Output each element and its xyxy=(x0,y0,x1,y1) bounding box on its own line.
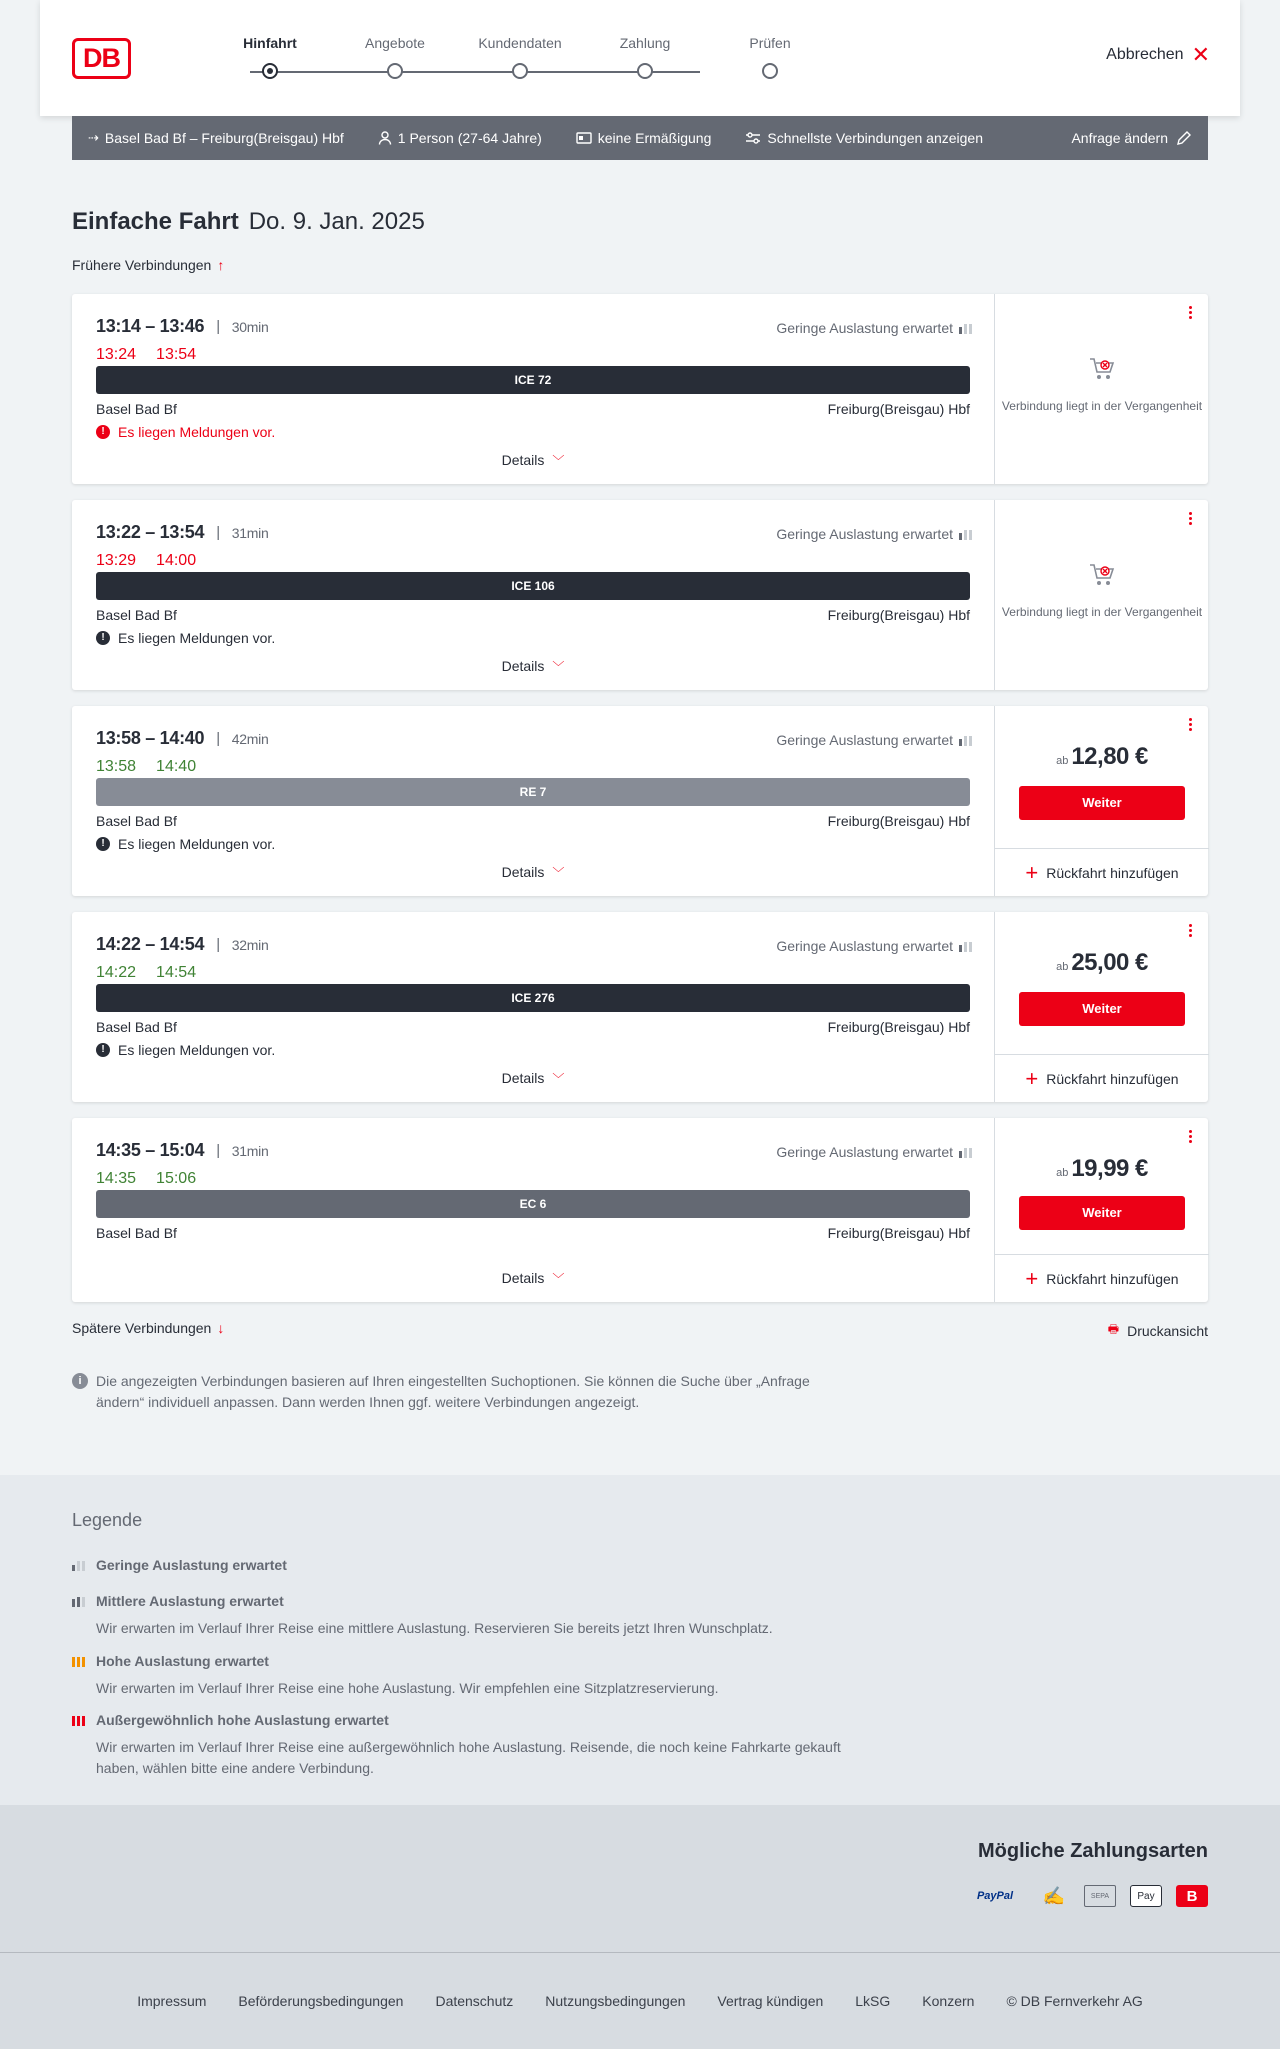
price-prefix: ab xyxy=(1056,755,1069,767)
details-label: Details xyxy=(501,864,545,880)
alert-icon: ! xyxy=(96,1043,110,1057)
occupancy-text: Geringe Auslastung erwartet xyxy=(776,732,953,748)
summary-discount xyxy=(576,130,712,146)
times-text: 13:58 – 14:40 xyxy=(96,728,205,748)
summary-route xyxy=(88,130,344,146)
legend-title: Legende xyxy=(72,1510,143,1530)
continue-button[interactable]: Weiter xyxy=(1019,1196,1185,1230)
arrow-down-icon: ↓ xyxy=(217,1320,225,1336)
continue-button[interactable]: Weiter xyxy=(1019,992,1185,1026)
step-dot-active xyxy=(262,63,278,79)
realtime-times xyxy=(96,964,196,982)
plus-icon: + xyxy=(1025,1265,1039,1291)
legend-item xyxy=(72,1557,287,1573)
train-bar[interactable] xyxy=(96,778,970,806)
duration: 31min xyxy=(231,1142,269,1159)
more-options-icon[interactable] xyxy=(1186,512,1194,532)
duration: 42min xyxy=(231,730,269,747)
occupancy-text: Geringe Auslastung erwartet xyxy=(776,526,953,542)
price-value: 12,80 € xyxy=(1071,743,1148,770)
cart-unavailable-icon xyxy=(1088,356,1116,382)
search-summary-bar xyxy=(72,116,1208,160)
alert-icon: ! xyxy=(96,425,110,439)
message-notice xyxy=(96,836,275,852)
discount-text: keine Ermäßigung xyxy=(597,130,712,146)
destination-station: Freiburg(Breisgau) Hbf xyxy=(827,1225,970,1241)
legend-item xyxy=(72,1593,856,1639)
step-angebote xyxy=(335,34,455,79)
add-return-label: Rückfahrt hinzufügen xyxy=(1046,1270,1179,1287)
legend-item-desc: Wir erwarten im Verlauf Ihrer Reise eine hohe Auslastung. Wir empfehlen eine Sitzplatzreservierung. xyxy=(96,1680,719,1696)
footer-link-konzern[interactable]: Konzern xyxy=(922,1993,975,2009)
offer-panel xyxy=(994,1118,1208,1302)
occupancy-very-high-icon xyxy=(72,1714,88,1726)
connection-past-notice xyxy=(995,356,1209,414)
direct-debit-signature-icon: ✍ xyxy=(1042,1885,1066,1906)
header xyxy=(40,0,1240,116)
times-text: 13:22 – 13:54 xyxy=(96,522,205,542)
step-dot xyxy=(637,63,653,79)
chevron-down-icon: ﹀ xyxy=(552,454,565,468)
chevron-down-icon: ﹀ xyxy=(552,866,565,880)
times-text: 13:14 – 13:46 xyxy=(96,316,205,336)
legend-item-desc: Wir erwarten im Verlauf Ihrer Reise eine außergewöhnlich hohe Auslastung. Reisende, die noch keine Fahrkarte gekauft haben, wählen bitte eine andere Verbindung. xyxy=(96,1739,841,1776)
edit-request-button[interactable] xyxy=(1071,130,1192,146)
train-name: RE 7 xyxy=(519,785,547,799)
close-icon: ✕ xyxy=(1191,42,1210,67)
step-pruefen xyxy=(710,34,830,79)
origin-station: Basel Bad Bf xyxy=(96,1019,177,1035)
alert-icon: ! xyxy=(96,631,110,645)
details-toggle[interactable] xyxy=(72,1070,994,1087)
connection-info xyxy=(72,294,994,484)
earlier-connections-link[interactable] xyxy=(72,257,224,273)
realtime-departure: 13:24 xyxy=(96,346,137,363)
price xyxy=(995,949,1209,977)
footer-link-impressum[interactable]: Impressum xyxy=(137,1993,207,2009)
legend-item xyxy=(72,1712,856,1779)
payment-methods xyxy=(0,1805,1280,1952)
realtime-departure: 14:22 xyxy=(96,964,137,981)
legend-item-title: Außergewöhnlich hohe Auslastung erwartet xyxy=(96,1712,389,1728)
step-kundendaten xyxy=(460,34,580,79)
connection-info xyxy=(72,912,994,1102)
step-label: Zahlung xyxy=(619,35,671,51)
chevron-down-icon: ﹀ xyxy=(552,660,565,674)
realtime-departure: 13:29 xyxy=(96,552,137,569)
connection-card xyxy=(72,706,1208,896)
separator: | xyxy=(216,730,220,747)
train-bar[interactable] xyxy=(96,366,970,394)
occupancy-low-icon xyxy=(72,1559,88,1571)
connection-card xyxy=(72,500,1208,690)
origin-station: Basel Bad Bf xyxy=(96,813,177,829)
step-label: Kundendaten xyxy=(478,35,562,51)
info-icon: i xyxy=(72,1373,88,1389)
message-notice xyxy=(96,1042,275,1058)
earlier-label: Frühere Verbindungen xyxy=(72,257,212,273)
summary-filter xyxy=(745,130,983,146)
realtime-times xyxy=(96,758,196,776)
step-dot xyxy=(387,63,403,79)
add-return-label: Rückfahrt hinzufügen xyxy=(1046,1070,1179,1087)
print-view-button[interactable] xyxy=(1108,1320,1208,1341)
cancel-button[interactable] xyxy=(1106,42,1210,67)
train-bar[interactable] xyxy=(96,1190,970,1218)
plus-icon: + xyxy=(1025,1065,1039,1091)
separator: | xyxy=(216,524,220,541)
legend-item-desc: Wir erwarten im Verlauf Ihrer Reise eine mittlere Auslastung. Reservieren Sie bereits jetzt Ihren Wunschplatz. xyxy=(96,1620,773,1636)
step-label: Prüfen xyxy=(749,35,791,51)
continue-button[interactable]: Weiter xyxy=(1019,786,1185,820)
details-toggle[interactable] xyxy=(72,658,994,675)
occupancy-high-icon xyxy=(72,1655,88,1667)
legend xyxy=(0,1475,1280,1805)
add-return-button[interactable] xyxy=(995,1254,1209,1302)
realtime-times xyxy=(96,346,196,364)
step-label: Angebote xyxy=(365,35,425,51)
realtime-times xyxy=(96,552,196,570)
details-toggle[interactable] xyxy=(72,864,994,881)
origin-station: Basel Bad Bf xyxy=(96,1225,177,1241)
destination-station: Freiburg(Breisgau) Hbf xyxy=(827,607,970,623)
details-label: Details xyxy=(501,1270,545,1286)
offer-panel xyxy=(994,500,1208,690)
legend-item-title: Hohe Auslastung erwartet xyxy=(96,1653,269,1669)
step-label: Hinfahrt xyxy=(243,35,297,51)
more-options-icon[interactable] xyxy=(1186,924,1194,944)
occupancy-info[interactable] xyxy=(776,1144,972,1160)
destination-station: Freiburg(Breisgau) Hbf xyxy=(827,401,970,417)
message-text: Es liegen Meldungen vor. xyxy=(118,1042,276,1058)
price-prefix: ab xyxy=(1056,961,1069,973)
occupancy-low-icon xyxy=(959,322,972,334)
message-notice xyxy=(96,630,275,646)
later-label: Spätere Verbindungen xyxy=(72,1320,212,1336)
later-connections-link[interactable] xyxy=(72,1320,224,1336)
price-value: 25,00 € xyxy=(1071,949,1148,976)
copyright: © DB Fernverkehr AG xyxy=(1006,1993,1143,2009)
connection-info xyxy=(72,500,994,690)
add-return-button[interactable] xyxy=(995,1054,1209,1102)
payment-icons xyxy=(966,1885,1208,1907)
occupancy-text: Geringe Auslastung erwartet xyxy=(776,938,953,954)
offer-panel xyxy=(994,294,1208,484)
past-text: Verbindung liegt in der Vergangenheit xyxy=(1001,399,1203,413)
train-bar[interactable] xyxy=(96,984,970,1012)
trip-date: Do. 9. Jan. 2025 xyxy=(248,208,425,235)
message-text: Es liegen Meldungen vor. xyxy=(118,836,276,852)
info-notice xyxy=(72,1371,852,1413)
train-name: EC 6 xyxy=(519,1197,547,1211)
db-logo[interactable] xyxy=(72,38,131,79)
pencil-icon xyxy=(1176,130,1192,146)
occupancy-info[interactable] xyxy=(776,320,972,336)
train-bar[interactable] xyxy=(96,572,970,600)
occupancy-medium-icon xyxy=(72,1595,88,1607)
card-icon xyxy=(576,132,592,144)
occupancy-low-icon xyxy=(959,734,972,746)
occupancy-info[interactable] xyxy=(776,526,972,542)
db-logo-text: DB xyxy=(83,43,120,73)
details-label: Details xyxy=(501,658,545,674)
connection-past-notice xyxy=(995,562,1209,620)
print-label: Druckansicht xyxy=(1127,1322,1208,1339)
duration: 31min xyxy=(231,524,269,541)
offer-panel xyxy=(994,706,1208,896)
footer-link-lksg[interactable]: LkSG xyxy=(855,1993,891,2009)
info-text: Die angezeigten Verbindungen basieren auf Ihren eingestellten Suchoptionen. Sie können die Suche über „Anfrage ändern“ individuell anpassen. Dann werden Ihnen ggf. weitere Verbindungen angezeigt. xyxy=(96,1373,810,1410)
realtime-arrival: 15:06 xyxy=(156,1170,197,1187)
duration: 32min xyxy=(231,936,269,953)
message-text: Es liegen Meldungen vor. xyxy=(118,630,276,646)
realtime-arrival: 14:40 xyxy=(156,758,197,775)
connection-card xyxy=(72,294,1208,484)
occupancy-info[interactable] xyxy=(776,732,972,748)
payment-title: Mögliche Zahlungsarten xyxy=(977,1840,1208,1862)
price-value: 19,99 € xyxy=(1071,1155,1148,1182)
connection-info xyxy=(72,1118,994,1302)
footer-link-vertrag-kuendigen[interactable]: Vertrag kündigen xyxy=(717,1993,824,2009)
occupancy-text: Geringe Auslastung erwartet xyxy=(776,1144,953,1160)
past-text: Verbindung liegt in der Vergangenheit xyxy=(1001,605,1203,619)
train-name: ICE 276 xyxy=(511,991,555,1005)
page-title xyxy=(72,208,425,236)
step-hinfahrt[interactable] xyxy=(210,34,330,79)
destination-station: Freiburg(Breisgau) Hbf xyxy=(827,813,970,829)
price-prefix: ab xyxy=(1056,1167,1069,1179)
occupancy-low-icon xyxy=(959,940,972,952)
planned-times xyxy=(96,1140,268,1161)
chevron-down-icon: ﹀ xyxy=(552,1072,565,1086)
train-name: ICE 72 xyxy=(514,373,552,387)
realtime-times xyxy=(96,1170,196,1188)
filter-text: Schnellste Verbindungen anzeigen xyxy=(767,130,984,146)
details-label: Details xyxy=(501,452,545,468)
details-toggle[interactable] xyxy=(72,452,994,469)
summary-travellers xyxy=(378,130,542,146)
db-payment-icon: B xyxy=(1176,1885,1208,1907)
message-notice xyxy=(96,424,275,440)
message-text: Es liegen Meldungen vor. xyxy=(118,424,276,440)
planned-times xyxy=(96,728,268,749)
footer-link-nutzungsbedingungen[interactable]: Nutzungsbedingungen xyxy=(545,1993,686,2009)
details-toggle[interactable] xyxy=(72,1270,994,1287)
realtime-arrival: 14:00 xyxy=(156,552,197,569)
planned-times xyxy=(96,316,268,337)
add-return-label: Rückfahrt hinzufügen xyxy=(1046,864,1179,881)
more-options-icon[interactable] xyxy=(1186,306,1194,326)
planned-times xyxy=(96,934,268,955)
legend-item-title: Mittlere Auslastung erwartet xyxy=(96,1593,284,1609)
occupancy-low-icon xyxy=(959,528,972,540)
sepa-icon: SEPA xyxy=(1084,1885,1116,1907)
duration: 30min xyxy=(231,318,269,335)
connection-card xyxy=(72,1118,1208,1302)
destination-station: Freiburg(Breisgau) Hbf xyxy=(827,1019,970,1035)
planned-times xyxy=(96,522,268,543)
separator: | xyxy=(216,1142,220,1159)
sliders-icon xyxy=(745,131,761,145)
details-label: Details xyxy=(501,1070,545,1086)
route-arrow-icon: ⇢ xyxy=(88,130,99,145)
step-dot xyxy=(762,63,778,79)
footer-link-datenschutz[interactable]: Datenschutz xyxy=(435,1993,514,2009)
origin-station: Basel Bad Bf xyxy=(96,607,177,623)
realtime-departure: 14:35 xyxy=(96,1170,137,1187)
offer-panel xyxy=(994,912,1208,1102)
more-options-icon[interactable] xyxy=(1186,718,1194,738)
edit-request-label: Anfrage ändern xyxy=(1071,130,1168,146)
footer xyxy=(0,1952,1280,2049)
alert-icon: ! xyxy=(96,837,110,851)
route-text: Basel Bad Bf – Freiburg(Breisgau) Hbf xyxy=(104,130,344,146)
paypal-icon: PayPal xyxy=(976,1890,1014,1902)
legend-item xyxy=(72,1653,856,1699)
progress-stepper xyxy=(210,34,791,84)
realtime-arrival: 13:54 xyxy=(156,346,197,363)
times-text: 14:35 – 15:04 xyxy=(96,1140,205,1160)
separator: | xyxy=(216,936,220,953)
chevron-down-icon: ﹀ xyxy=(552,1272,565,1286)
trip-type: Einfache Fahrt xyxy=(72,208,239,235)
realtime-departure: 13:58 xyxy=(96,758,137,775)
person-icon xyxy=(378,131,392,145)
footer-link-befoerderungsbedingungen[interactable]: Beförderungsbedingungen xyxy=(238,1993,404,2009)
printer-icon: 🖶 xyxy=(1107,1322,1120,1336)
cart-unavailable-icon xyxy=(1088,562,1116,588)
occupancy-info[interactable] xyxy=(776,938,972,954)
add-return-button[interactable] xyxy=(995,848,1209,896)
origin-station: Basel Bad Bf xyxy=(96,401,177,417)
more-options-icon[interactable] xyxy=(1186,1130,1194,1150)
connection-card xyxy=(72,912,1208,1102)
price xyxy=(995,743,1209,771)
connection-info xyxy=(72,706,994,896)
occupancy-low-icon xyxy=(959,1146,972,1158)
realtime-arrival: 14:54 xyxy=(156,964,197,981)
price xyxy=(995,1155,1209,1183)
separator: | xyxy=(216,318,220,335)
train-name: ICE 106 xyxy=(511,579,555,593)
step-dot xyxy=(512,63,528,79)
cancel-label: Abbrechen xyxy=(1106,46,1184,63)
times-text: 14:22 – 14:54 xyxy=(96,934,205,954)
arrow-up-icon: ↑ xyxy=(217,257,225,273)
plus-icon: + xyxy=(1025,859,1039,885)
apple-pay-icon: Pay xyxy=(1130,1885,1162,1907)
step-zahlung xyxy=(585,34,705,79)
footer-links xyxy=(0,1993,1280,2009)
travellers-text: 1 Person (27-64 Jahre) xyxy=(397,130,542,146)
occupancy-text: Geringe Auslastung erwartet xyxy=(776,320,953,336)
legend-item-title: Geringe Auslastung erwartet xyxy=(96,1557,287,1573)
